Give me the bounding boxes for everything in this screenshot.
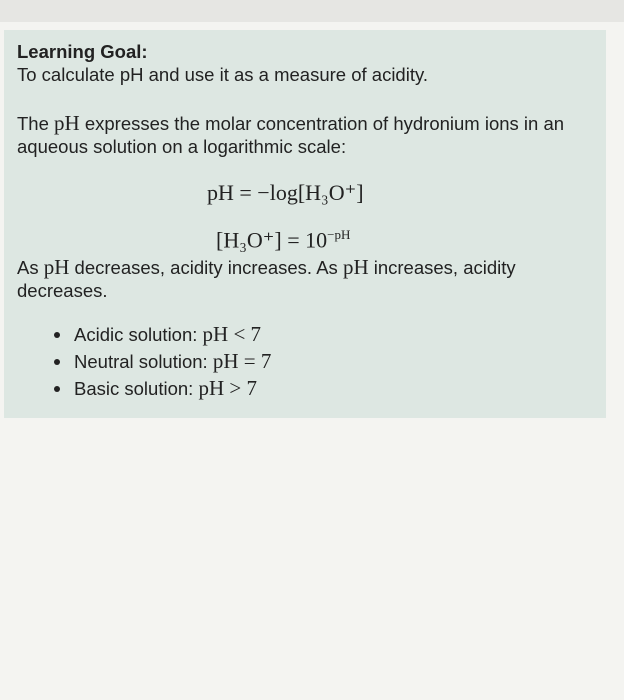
equation-hydronium-base: [H₃O⁺] = 10 <box>216 227 328 253</box>
list-item <box>74 375 271 402</box>
learning-goal-block <box>17 40 592 86</box>
trend-ph-2: pH <box>342 255 369 279</box>
trend-text-3: increases, acidity decreases. <box>17 257 516 301</box>
ph-bullet-list <box>74 321 271 402</box>
bullet-icon <box>54 386 60 392</box>
equation-hydronium-exponent: −pH <box>327 227 351 242</box>
intro-ph: pH <box>54 111 80 135</box>
equation-hydronium <box>216 227 350 253</box>
trend-paragraph <box>17 256 592 302</box>
trend-ph-1: pH <box>43 255 70 279</box>
bullet-label: Neutral solution: <box>74 351 213 372</box>
bullet-math: pH = 7 <box>212 349 272 373</box>
trend-text-1: As <box>17 257 44 278</box>
bullet-math: pH > 7 <box>198 376 257 400</box>
intro-text-end: expresses the molar concentration of hydronium ions in an aqueous solution on a logarithmic scale: <box>17 113 565 157</box>
bullet-math: pH < 7 <box>202 322 262 346</box>
page <box>0 22 624 700</box>
bullet-icon <box>54 332 60 338</box>
learning-goal-title: Learning Goal: <box>17 41 148 62</box>
intro-text-start: The <box>17 113 55 134</box>
trend-text-2: decreases, acidity increases. As <box>69 257 343 278</box>
learning-goal-panel <box>4 30 606 418</box>
list-item <box>74 348 271 375</box>
bullet-icon <box>54 359 60 365</box>
bullet-label: Basic solution: <box>74 378 199 399</box>
equation-ph: pH = −log[H₃O⁺] <box>207 180 364 205</box>
bullet-label: Acidic solution: <box>74 324 203 345</box>
list-item <box>74 321 271 348</box>
learning-goal-text: To calculate pH and use it as a measure of acidity. <box>17 64 428 85</box>
intro-paragraph <box>17 112 592 158</box>
